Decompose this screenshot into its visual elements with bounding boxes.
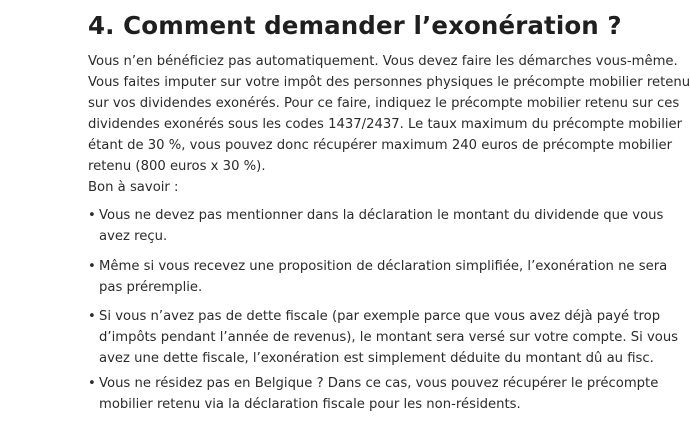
intro-line: Vous faites imputer sur votre impôt des personnes physiques le précompte mobilier retenu <box>88 75 690 90</box>
intro-line: retenu (800 euros x 30 %). <box>88 159 266 174</box>
list-item-line: mobilier retenu via la déclaration fiscale pour les non-résidents. <box>99 397 521 412</box>
bullet-icon: • <box>88 259 96 274</box>
bullet-icon: • <box>88 376 96 391</box>
list-item-line: avez reçu. <box>99 229 168 244</box>
list-item-line: pas préremplie. <box>99 280 203 295</box>
bullet-icon: • <box>88 208 96 223</box>
list-item-line: d’impôts pendant l’année de revenus), le montant sera versé sur votre compte. Si vous <box>99 330 679 345</box>
intro-line: sur vos dividendes exonérés. Pour ce faire, indiquez le précompte mobilier retenu sur ces <box>88 96 680 111</box>
list-item-line: Vous ne devez pas mentionner dans la déclaration le montant du dividende que vous <box>99 208 664 223</box>
bullet-icon: • <box>88 309 96 324</box>
list-item-line: Si vous n’avez pas de dette fiscale (par exemple parce que vous avez déjà payé trop <box>99 309 661 324</box>
intro-line: Vous n’en bénéficiez pas automatiquement. Vous devez faire les démarches vous-même. <box>88 54 678 69</box>
section-heading: 4. Comment demander l’exonération ? <box>88 11 622 40</box>
intro-line: étant de 30 %, vous pouvez donc récupérer maximum 240 euros de précompte mobilier <box>88 138 673 153</box>
list-item-line: avez une dette fiscale, l’exonération est simplement déduite du montant dû au fisc. <box>99 351 654 366</box>
intro-line: dividendes exonérés sous les codes 1437/2437. Le taux maximum du précompte mobilier <box>88 117 683 132</box>
list-item-line: Même si vous recevez une proposition de déclaration simplifiée, l’exonération ne sera <box>99 259 668 274</box>
bon-a-savoir-label: Bon à savoir : <box>88 180 179 195</box>
intro-paragraph <box>88 51 690 177</box>
list-item-line: Vous ne résidez pas en Belgique ? Dans ce cas, vous pouvez récupérer le précompte <box>99 376 659 391</box>
